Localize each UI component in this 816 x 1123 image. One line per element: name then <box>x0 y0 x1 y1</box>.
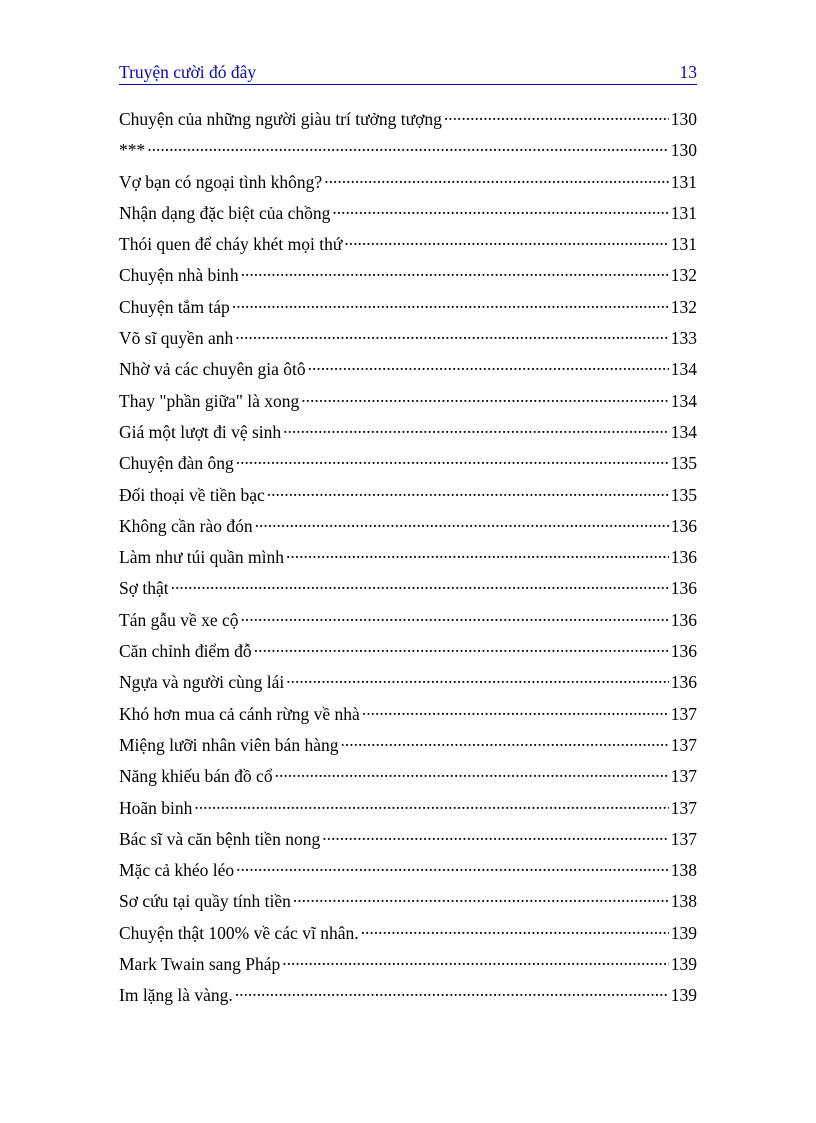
toc-dot-leader <box>232 291 669 313</box>
toc-entry-page: 130 <box>670 140 697 161</box>
toc-entry-title: Võ sĩ quyền anh <box>119 328 234 349</box>
toc-entry-title: Chuyện đàn ông <box>119 453 234 474</box>
toc-entry-page: 137 <box>670 766 697 787</box>
toc-entry-title: *** <box>119 140 146 161</box>
toc-entry-title: Thay "phần giữa" là xong <box>119 390 300 411</box>
toc-entry[interactable] <box>119 979 697 1010</box>
toc-entry[interactable] <box>119 291 697 322</box>
toc-entry[interactable] <box>119 917 697 948</box>
toc-entry[interactable] <box>119 823 697 854</box>
toc-entry[interactable] <box>119 259 697 290</box>
table-of-contents <box>119 103 697 1011</box>
toc-entry-title: Giá một lượt đi vệ sinh <box>119 421 282 442</box>
toc-entry-page: 138 <box>670 891 697 912</box>
toc-entry-page: 139 <box>670 954 697 975</box>
toc-entry-page: 134 <box>670 359 697 380</box>
running-header <box>119 61 697 83</box>
toc-entry[interactable] <box>119 103 697 134</box>
toc-entry[interactable] <box>119 885 697 916</box>
toc-dot-leader <box>344 228 668 250</box>
toc-entry[interactable] <box>119 635 697 666</box>
toc-entry-page: 138 <box>670 860 697 881</box>
toc-entry-title: Không cần rào đón <box>119 515 253 536</box>
toc-entry-page: 136 <box>670 578 697 599</box>
toc-entry[interactable] <box>119 792 697 823</box>
toc-entry[interactable] <box>119 510 697 541</box>
toc-entry[interactable] <box>119 698 697 729</box>
toc-entry-page: 135 <box>670 484 697 505</box>
toc-entry-page: 136 <box>670 515 697 536</box>
toc-entry-page: 139 <box>670 922 697 943</box>
toc-entry-page: 137 <box>670 828 697 849</box>
toc-entry[interactable] <box>119 479 697 510</box>
toc-entry[interactable] <box>119 666 697 697</box>
toc-dot-leader <box>286 541 669 563</box>
toc-dot-leader <box>286 666 668 688</box>
toc-entry-title: Mặc cả khéo léo <box>119 860 235 881</box>
toc-dot-leader <box>267 479 669 501</box>
toc-dot-leader <box>236 447 669 469</box>
toc-entry-title: Im lặng là vàng. <box>119 985 233 1006</box>
toc-dot-leader <box>332 197 668 219</box>
toc-entry[interactable] <box>119 416 697 447</box>
toc-entry-title: Đối thoại về tiền bạc <box>119 484 265 505</box>
toc-entry-page: 130 <box>670 109 697 129</box>
toc-entry-page: 139 <box>670 985 697 1006</box>
toc-dot-leader <box>340 729 668 751</box>
toc-entry-title: Sơ cứu tại quầy tính tiền <box>119 891 291 912</box>
toc-entry-page: 133 <box>670 328 697 349</box>
toc-entry[interactable] <box>119 854 697 885</box>
toc-entry-page: 135 <box>670 453 697 474</box>
toc-entry[interactable] <box>119 948 697 979</box>
toc-entry-page: 132 <box>670 265 697 286</box>
toc-dot-leader <box>255 510 669 532</box>
toc-entry[interactable] <box>119 385 697 416</box>
toc-dot-leader <box>282 948 668 970</box>
toc-entry[interactable] <box>119 447 697 478</box>
toc-dot-leader <box>171 572 669 594</box>
toc-entry[interactable] <box>119 572 697 603</box>
toc-entry-page: 131 <box>670 234 697 255</box>
toc-entry-title: Làm như túi quần mình <box>119 547 285 568</box>
toc-entry[interactable] <box>119 197 697 228</box>
toc-entry-page: 132 <box>670 296 697 317</box>
toc-entry[interactable] <box>119 729 697 760</box>
toc-entry[interactable] <box>119 166 697 197</box>
toc-dot-leader <box>362 698 669 720</box>
toc-entry-title: Miệng lưỡi nhân viên bán hàng <box>119 734 339 755</box>
toc-dot-leader <box>241 259 669 281</box>
toc-entry-title: Thói quen để cháy khét mọi thứ <box>119 234 343 255</box>
toc-entry-page: 136 <box>670 641 697 662</box>
toc-entry-title: Nhận dạng đặc biệt của chồng <box>119 202 331 223</box>
toc-entry-page: 136 <box>670 672 697 693</box>
toc-dot-leader <box>301 385 668 407</box>
toc-entry[interactable] <box>119 604 697 635</box>
toc-entry-title: Hoãn binh <box>119 797 193 818</box>
toc-entry-page: 137 <box>670 797 697 818</box>
toc-entry-page: 134 <box>670 390 697 411</box>
toc-dot-leader <box>444 103 669 125</box>
toc-entry-title: Chuyện nhà binh <box>119 265 239 286</box>
toc-entry[interactable] <box>119 760 697 791</box>
toc-dot-leader <box>308 353 669 375</box>
toc-entry[interactable] <box>119 322 697 353</box>
toc-entry-title: Năng khiếu bán đồ cổ <box>119 766 273 787</box>
toc-entry-title: Chuyện thật 100% về các vĩ nhân. <box>119 922 359 943</box>
toc-entry-page: 137 <box>670 734 697 755</box>
toc-entry-title: Vợ bạn có ngoại tình không? <box>119 171 323 192</box>
toc-entry-title: Ngựa và người cùng lái <box>119 672 285 693</box>
toc-dot-leader <box>235 979 669 1001</box>
toc-dot-leader <box>241 604 669 626</box>
page-number: 13 <box>679 62 697 82</box>
toc-entry-page: 136 <box>670 547 697 568</box>
toc-dot-leader <box>322 823 669 845</box>
toc-entry-title: Căn chỉnh điểm đỗ <box>119 641 252 662</box>
toc-dot-leader <box>254 635 669 657</box>
toc-entry-page: 136 <box>670 609 697 630</box>
toc-entry-page: 134 <box>670 421 697 442</box>
toc-dot-leader <box>361 917 669 939</box>
toc-entry-title: Nhờ vả các chuyên gia ôtô <box>119 359 306 380</box>
toc-entry-title: Sợ thật <box>119 578 169 599</box>
toc-entry-title: Tán gẫu về xe cộ <box>119 609 239 630</box>
toc-entry-page: 131 <box>670 202 697 223</box>
toc-dot-leader <box>194 792 668 814</box>
toc-entry-title: Chuyện tắm táp <box>119 296 230 317</box>
toc-dot-leader <box>235 322 669 344</box>
toc-entry-page: 131 <box>670 171 697 192</box>
toc-dot-leader <box>324 166 669 188</box>
toc-entry-title: Chuyện của những người giàu trí tưởng tượng <box>119 109 442 129</box>
toc-entry-title: Bác sĩ và căn bệnh tiền nong <box>119 828 321 849</box>
toc-dot-leader <box>236 854 669 876</box>
toc-entry-title: Mark Twain sang Pháp <box>119 954 281 975</box>
toc-entry[interactable] <box>119 353 697 384</box>
toc-entry[interactable] <box>119 228 697 259</box>
toc-dot-leader <box>147 134 669 156</box>
header-divider <box>119 84 697 85</box>
toc-entry-page: 137 <box>670 703 697 724</box>
toc-dot-leader <box>283 416 669 438</box>
toc-dot-leader <box>275 760 669 782</box>
book-title: Truyện cười đó đây <box>119 62 257 82</box>
toc-entry[interactable] <box>119 541 697 572</box>
toc-entry-title: Khó hơn mua cả cánh rừng về nhà <box>119 703 360 724</box>
toc-entry[interactable] <box>119 134 697 165</box>
toc-dot-leader <box>293 885 669 907</box>
